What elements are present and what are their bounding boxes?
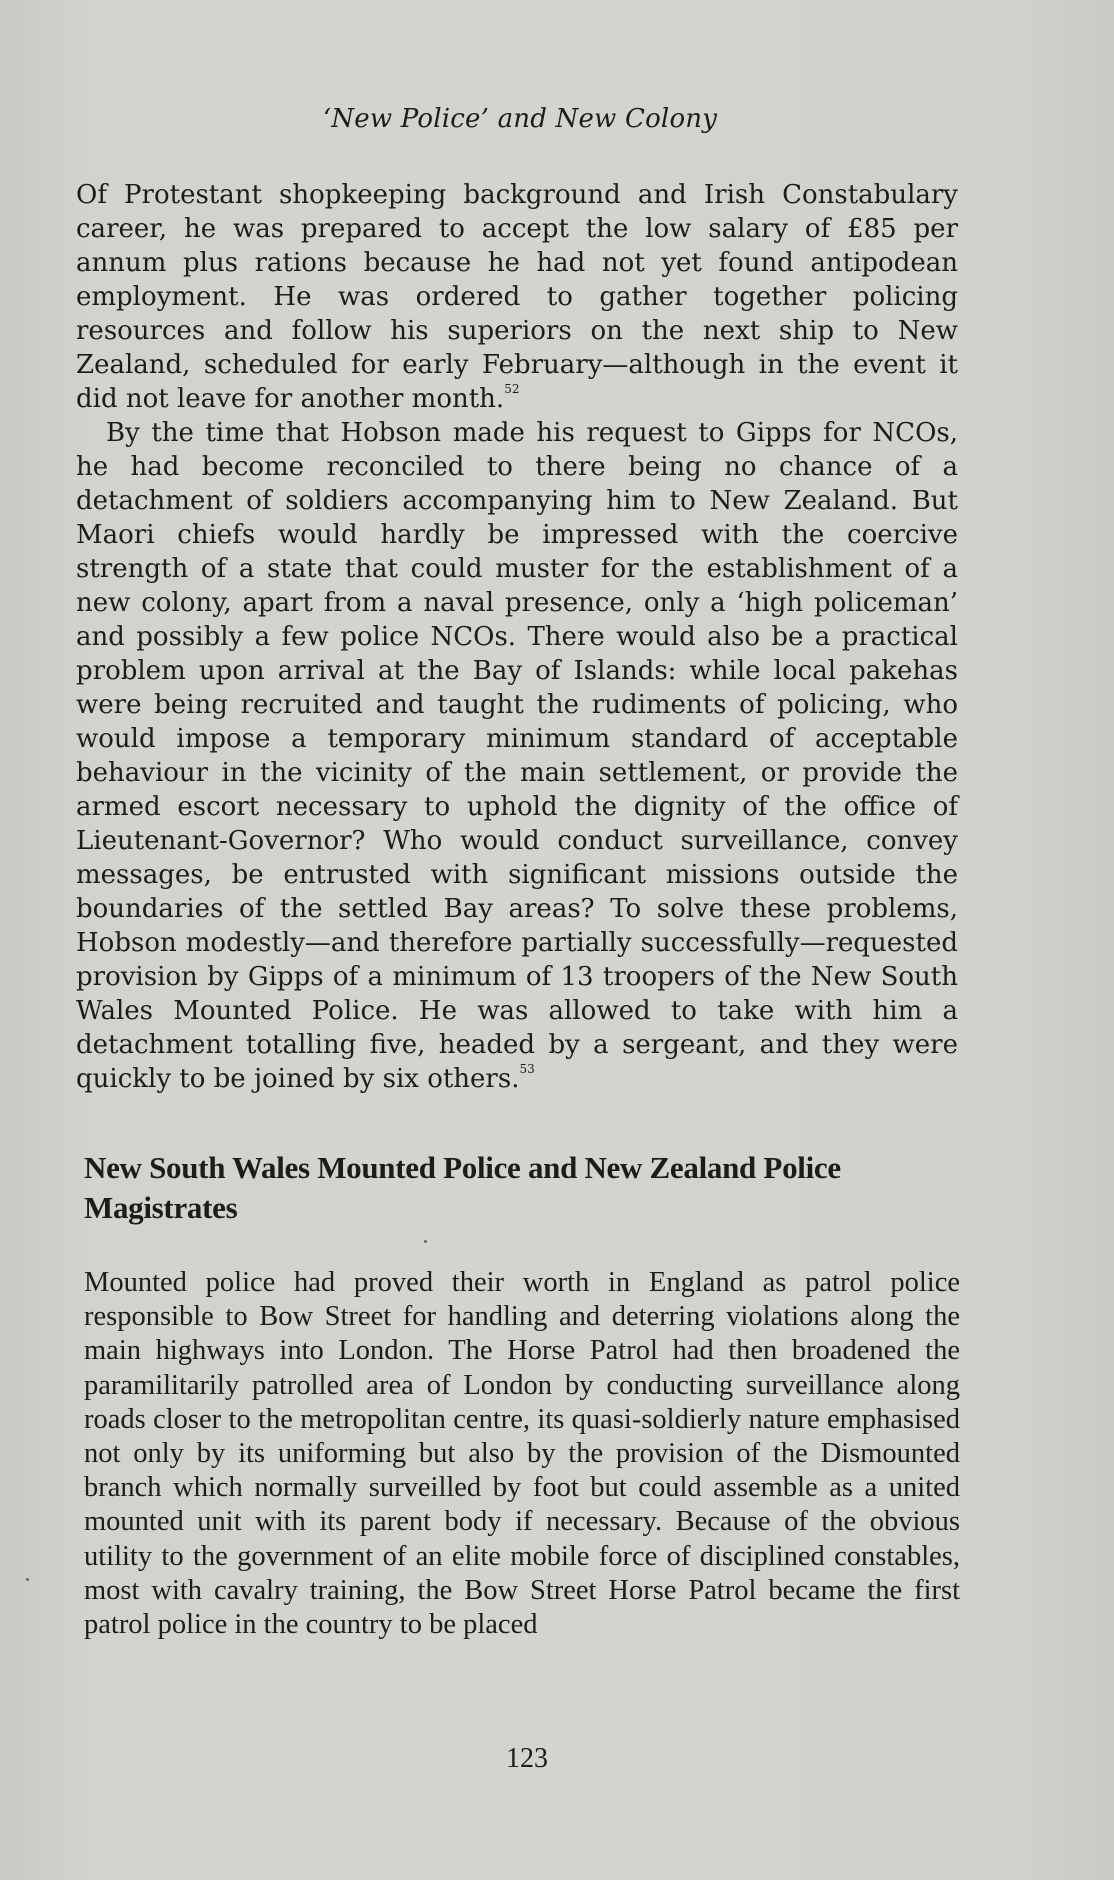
paragraph-1-text: Of Protestant shopkeeping background and Irish Constabulary career, he was prepared to accept the low salary of £85 per annum plus rations because he had not yet found antipodean employment. He was ordered to gather together policing resources and follow his superiors on the next ship to New Zealand, scheduled for early February—although in the event it did not leave for another month. — [76, 180, 958, 414]
paragraph-2-text: By the time that Hobson made his request to Gipps for NCOs, he had become reconciled to there being no chance of a detachment of soldiers accompanying him to New Zealand. But Maori chiefs would hardly be impressed with the coercive strength of a state that could muster for the establishment of a new colony, apart from a naval presence, only a ‘high policeman’ and possibly a few police NCOs. There would also be a practical problem upon arrival at the Bay of Islands: while local pakehas were being recruited and taught the rudiments of policing, who would impose a temporary minimum standard of acceptable behaviour in the vicinity of the main settlement, or provide the armed escort necessary to uphold the dignity of the office of Lieutenant-Governor? Who would conduct surveillance, convey messages, be entrusted with significant missions outside the boundaries of the settled Bay areas? To solve these problems, Hobson modestly—and therefore partially successfully—requested provision by Gipps of a minimum of 13 troopers of the New South Wales Mounted Police. He was allowed to take with him a detachment totalling five, headed by a sergeant, and they were quickly to be joined by six others. — [76, 418, 958, 1094]
footnote-ref-53[interactable]: 53 — [519, 1062, 535, 1077]
page-number: 123 — [506, 1743, 548, 1774]
paragraph-3: Mounted police had proved their worth in England as patrol police responsible to Bow Street for handling and deterring violations along the main highways into London. The Horse Patrol had then broadened the paramilitarily patrolled area of London by conducting surveillance along roads closer to the metropolitan centre, its quasi-soldierly nature emphasised not only by its uniforming but also by the provision of the Dismounted branch which normally surveilled by foot but could assemble as a united mounted unit with its parent body if necessary. Because of the obvious utility to the government of an elite mobile force of disciplined constables, most with cavalry training, the Bow Street Horse Patrol became the first patrol police in the country to be placed — [84, 1267, 960, 1641]
section-heading: New South Wales Mounted Police and New Zealand Police Magistrates — [84, 1150, 841, 1225]
body-text-bottom — [84, 1266, 960, 1642]
running-head: ‘New Police’ and New Colony — [322, 104, 718, 134]
paragraph-1 — [76, 178, 958, 416]
paragraph-2 — [76, 416, 958, 1096]
paper-speck — [26, 1578, 29, 1581]
footnote-ref-52[interactable]: 52 — [504, 382, 520, 397]
paper-speck — [424, 1240, 427, 1243]
body-text-top — [76, 178, 958, 1096]
